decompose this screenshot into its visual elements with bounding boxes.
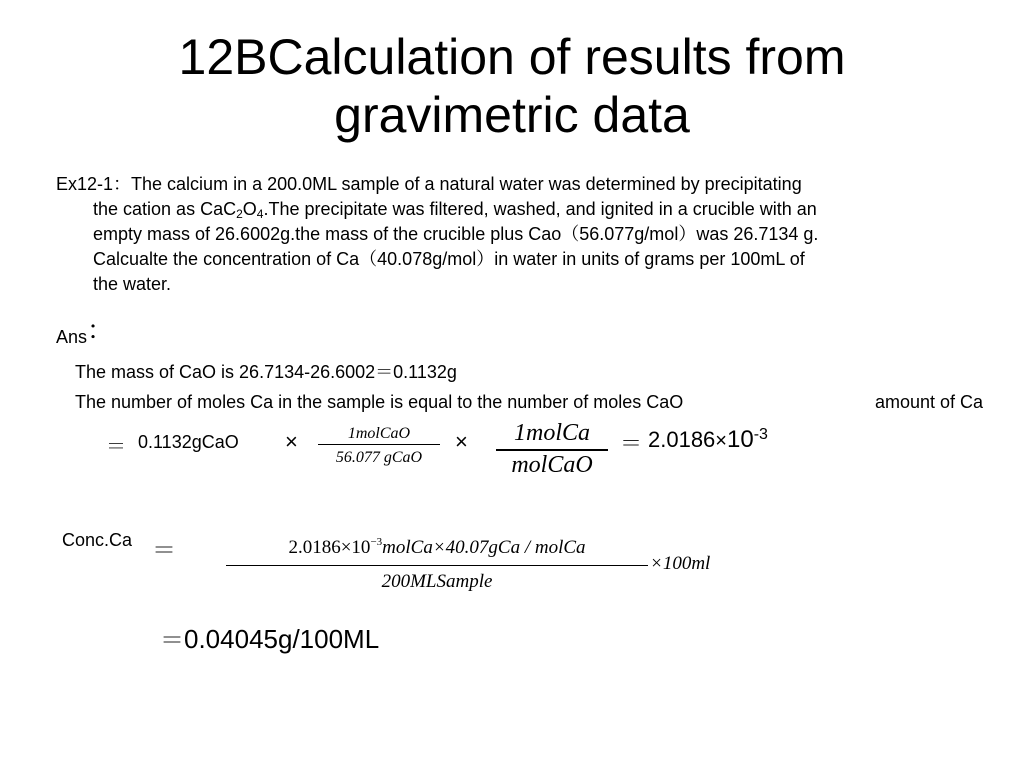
problem-statement bbox=[56, 172, 1016, 297]
conc-num-exponent: −3 bbox=[370, 536, 383, 548]
frac1-numerator: 1molCaO bbox=[347, 425, 411, 442]
eq1-times-2: × bbox=[455, 429, 468, 454]
slide-title bbox=[0, 28, 1024, 144]
title-line-1: 12BCalculation of results from bbox=[178, 29, 846, 85]
frac2-bar bbox=[496, 449, 608, 451]
eq1-result-base: 10 bbox=[726, 426, 754, 453]
frac2-denominator: molCaO bbox=[511, 452, 593, 478]
subscript-4: 4 bbox=[256, 207, 264, 221]
ans-label bbox=[56, 314, 113, 351]
conc-numerator bbox=[226, 537, 648, 559]
conc-num-coef: 2.0186×10 bbox=[288, 537, 371, 558]
amount-label: amount of Ca bbox=[875, 392, 984, 412]
eq1-times-1: × bbox=[285, 429, 298, 454]
conc-times-100ml: ×100ml bbox=[650, 553, 711, 574]
conc-num-rest: molCa×40.07gCa / molCa bbox=[382, 537, 586, 558]
conc-label: Conc.Ca bbox=[62, 530, 133, 550]
frac1-denominator: 56.077 gCaO bbox=[335, 449, 423, 466]
mass-line: The mass of CaO is 26.7134-26.6002＝0.1132g bbox=[75, 362, 457, 382]
final-value: 0.04045g/100ML bbox=[184, 624, 380, 654]
problem-line-2-mid: O bbox=[242, 199, 257, 219]
eq1-result bbox=[648, 426, 768, 454]
eq1-result-coef: 2.0186 bbox=[648, 427, 716, 452]
final-equals: ＝ bbox=[160, 626, 184, 654]
problem-line-5: the water. bbox=[93, 274, 172, 294]
problem-line-3: empty mass of 26.6002g.the mass of the crucible plus Cao（56.077g/mol）was 26.7134 g. bbox=[93, 224, 819, 244]
conc-equals: ＝ bbox=[152, 536, 176, 564]
conc-fraction-bar bbox=[226, 565, 648, 566]
eq1-mass: 0.1132gCaO bbox=[138, 432, 239, 452]
moles-line: The number of moles Ca in the sample is equal to the number of moles CaO bbox=[75, 392, 684, 412]
ans-text: Ans bbox=[56, 327, 88, 347]
subscript-2: 2 bbox=[236, 207, 243, 221]
problem-line-2-pre: the cation as CaC bbox=[93, 199, 237, 219]
problem-line-4: Calcualte the concentration of Ca（40.078g/mol）in water in units of grams per 100mL of bbox=[93, 249, 805, 269]
problem-line-2 bbox=[56, 197, 1016, 222]
problem-line-2-post: .The precipitate was filtered, washed, and ignited in a crucible with an bbox=[263, 199, 817, 219]
conc-denominator: 200MLSample bbox=[381, 571, 493, 592]
eq1-result-exponent: -3 bbox=[753, 426, 768, 443]
eq1-equals-2: ＝ bbox=[620, 432, 643, 457]
frac2-numerator: 1molCa bbox=[513, 420, 590, 446]
title-line-2: gravimetric data bbox=[334, 87, 690, 143]
frac1-bar bbox=[318, 444, 440, 445]
final-result bbox=[160, 620, 379, 655]
eq1-equals: ＝ bbox=[106, 434, 126, 458]
eq1-result-times: × bbox=[715, 430, 727, 452]
ans-colon: ： bbox=[87, 315, 114, 345]
problem-line-1: Ex12-1：The calcium in a 200.0ML sample of a natural water was determined by precipitating bbox=[56, 174, 802, 194]
